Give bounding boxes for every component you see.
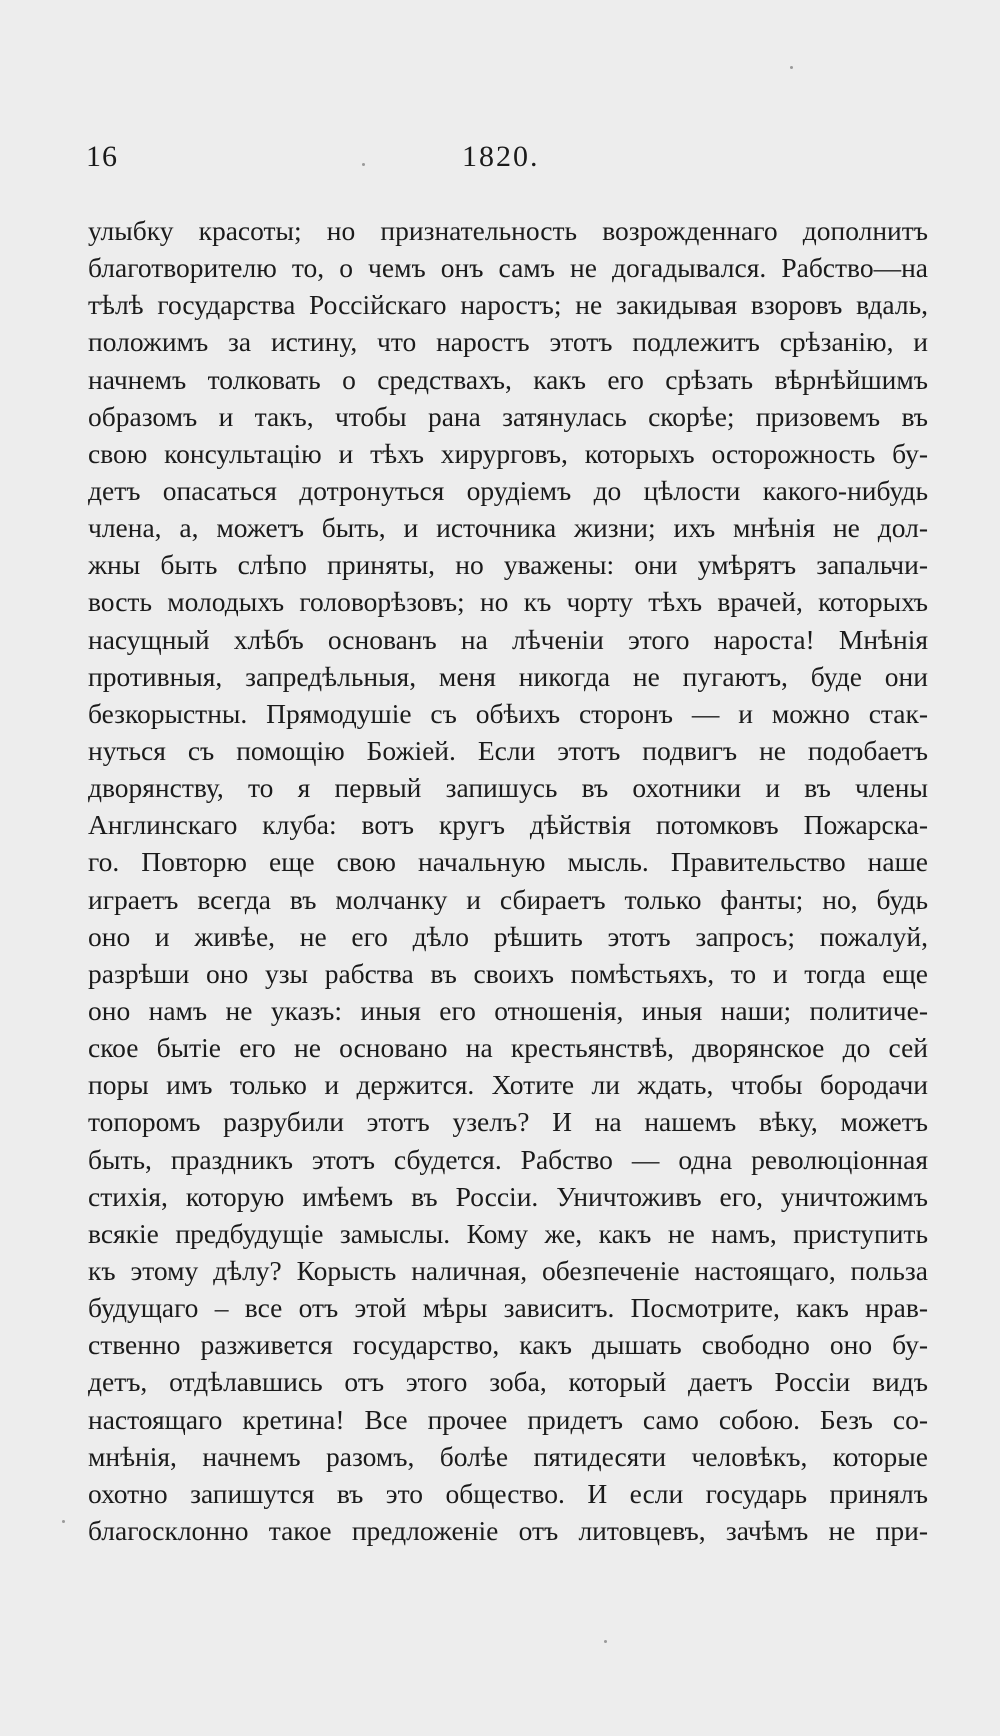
text-line: нуться съ помощію Божіей. Если этотъ подвигъ не подобаетъ — [88, 734, 928, 766]
text-line: члена, а, можетъ быть, и источника жизни; ихъ мнѣнія не дол- — [88, 512, 928, 544]
text-line: настоящаго кретина! Все прочее придетъ само собою. Безъ со- — [88, 1403, 928, 1435]
text-line: оно намъ не указъ: иныя его отношенія, иныя наши; политиче- — [88, 994, 928, 1026]
paper-speck — [604, 1640, 607, 1643]
text-line: всякіе предбудущіе замыслы. Кому же, какъ не намъ, приступить — [88, 1217, 928, 1249]
text-line: разрѣши оно узы рабства въ своихъ помѣстьяхъ, то и тогда еще — [88, 957, 928, 989]
text-line: начнемъ толковать о средствахъ, какъ его срѣзать вѣрнѣйшимъ — [88, 363, 928, 395]
text-line: быть, праздникъ этотъ сбудется. Рабство — одна революціонная — [88, 1143, 928, 1175]
text-line: безкорыстны. Прямодушіе съ обѣихъ сторонъ — и можно стак- — [88, 697, 928, 729]
page-number: 16 — [86, 140, 118, 173]
text-line: детъ, отдѣлавшись отъ этого зоба, который даетъ Россіи видъ — [88, 1366, 928, 1398]
paper-speck — [62, 1520, 65, 1523]
text-line: противныя, запредѣльныя, меня никогда не пугаютъ, буде они — [88, 660, 928, 692]
text-line: тѣлѣ государства Россійскаго наростъ; не закидывая взоровъ вдаль, — [88, 289, 928, 321]
text-line: будущаго – все отъ этой мѣры зависитъ. Посмотрите, какъ нрав- — [88, 1292, 928, 1324]
running-head: 1820. — [462, 140, 540, 173]
text-line: насущный хлѣбъ основанъ на лѣченіи этого нароста! Мнѣнія — [88, 623, 928, 655]
text-line: положимъ за истину, что наростъ этотъ подлежитъ срѣзанію, и — [88, 326, 928, 358]
text-line: къ этому дѣлу? Корысть наличная, обезпеченіе настоящаго, польза — [88, 1254, 928, 1286]
text-line: жны быть слѣпо приняты, но уважены: они умѣрятъ запальчи- — [88, 549, 928, 581]
text-line: го. Повторю еще свою начальную мысль. Правительство наше — [88, 846, 928, 878]
paper-speck — [790, 66, 793, 69]
text-line: образомъ и такъ, чтобы рана затянулась скорѣе; призовемъ въ — [88, 400, 928, 432]
text-line: Англинскаго клуба: вотъ кругъ дѣйствія потомковъ Пожарска- — [88, 809, 928, 841]
text-line: играетъ всегда въ молчанку и сбираетъ только фанты; но, будь — [88, 883, 928, 915]
text-line: ственно разживется государство, какъ дышать свободно оно бу- — [88, 1329, 928, 1361]
text-line: топоромъ разрубили этотъ узелъ? И на нашемъ вѣку, можетъ — [88, 1106, 928, 1138]
text-line: мнѣнія, начнемъ разомъ, болѣе пятидесяти человѣкъ, которые — [88, 1440, 928, 1472]
text-line: охотно запишутся въ это общество. И если государь принялъ — [88, 1477, 928, 1509]
body-text — [88, 212, 928, 1549]
text-line: вость молодыхъ головорѣзовъ; но къ чорту тѣхъ врачей, которыхъ — [88, 586, 928, 618]
page-header — [0, 140, 1000, 184]
text-line: дворянству, то я первый запишусь въ охотники и въ члены — [88, 772, 928, 804]
text-line: благотворителю то, о чемъ онъ самъ не догадывался. Рабство—на — [88, 252, 928, 284]
text-line: детъ опасаться дотронуться орудіемъ до цѣлости какого-нибудь — [88, 474, 928, 506]
text-line: ское бытіе его не основано на крестьянствѣ, дворянское до сей — [88, 1032, 928, 1064]
text-line: стихія, которую имѣемъ въ Россіи. Уничтоживъ его, уничтожимъ — [88, 1180, 928, 1212]
text-line: оно и живѣе, не его дѣло рѣшить этотъ запросъ; пожалуй, — [88, 920, 928, 952]
text-line: улыбку красоты; но признательность возрожденнаго дополнитъ — [88, 215, 928, 246]
text-line: свою консультацію и тѣхъ хирурговъ, которыхъ осторожность бу- — [88, 437, 928, 469]
text-line: поры имъ только и держится. Хотите ли ждать, чтобы бородачи — [88, 1069, 928, 1101]
text-line: благосклонно такое предложеніе отъ литовцевъ, зачѣмъ не при- — [88, 1514, 928, 1546]
